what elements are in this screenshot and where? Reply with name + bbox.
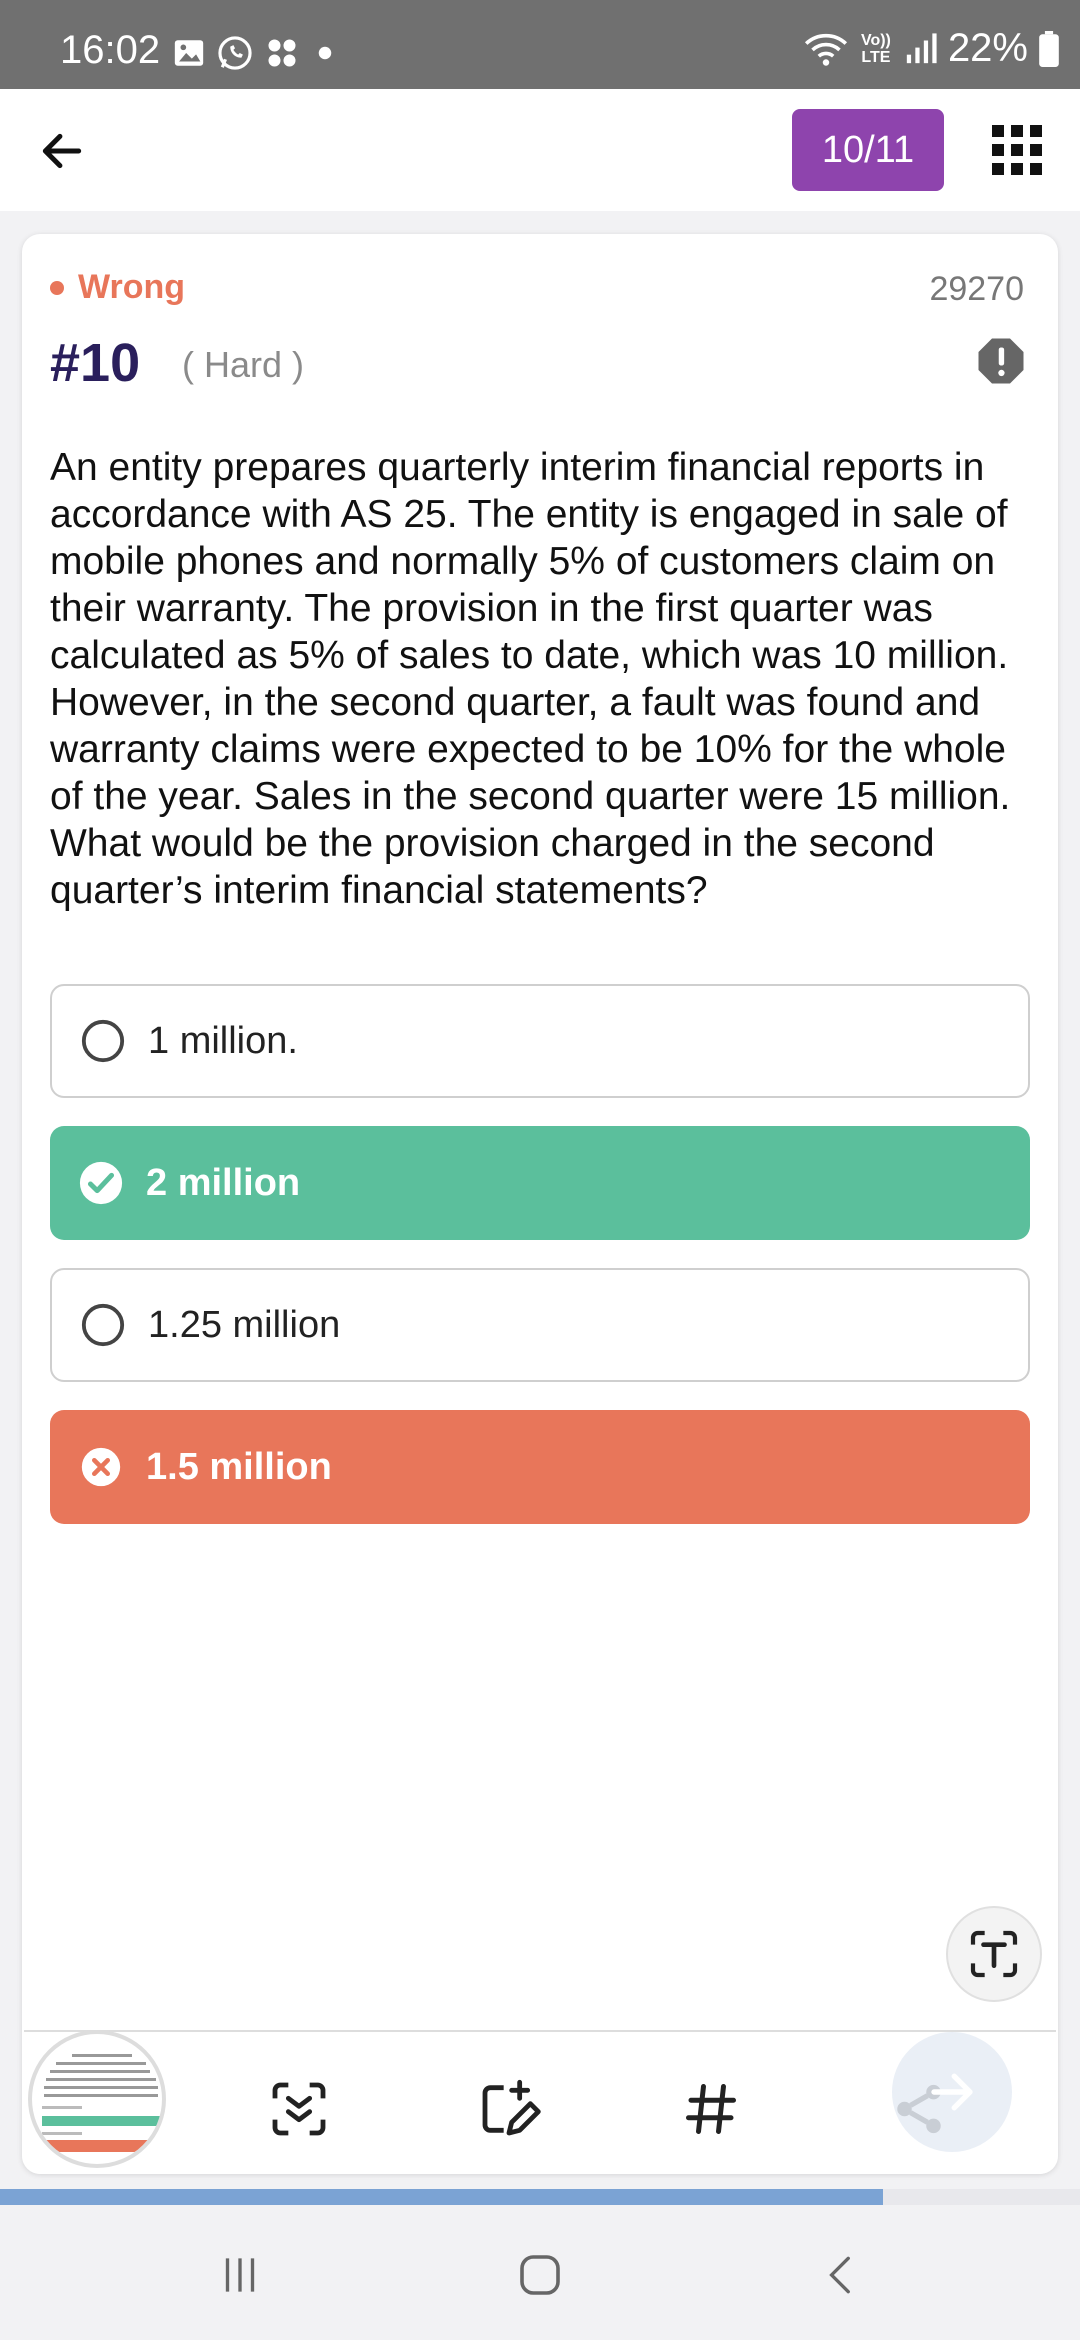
difficulty-label: ( Hard ) (182, 344, 305, 385)
network-label: Vo)) LTE (860, 31, 891, 66)
option-label: 1 million. (148, 1019, 298, 1062)
progress-fill (0, 2189, 883, 2205)
home-button[interactable] (500, 2235, 580, 2315)
back-button[interactable] (30, 119, 94, 183)
notification-icons (172, 34, 340, 72)
system-nav-bar (0, 2205, 1080, 2340)
question-grid-button[interactable] (992, 125, 1042, 175)
result-dot (50, 281, 64, 295)
option-label: 2 million (146, 1161, 301, 1204)
grid-icon (992, 125, 1042, 175)
annotate-button[interactable] (474, 2074, 544, 2144)
arrow-left-icon (37, 126, 87, 176)
wifi-icon (804, 31, 848, 67)
chevrons-down-icon (267, 2077, 331, 2141)
system-icons (804, 26, 1060, 71)
question-number: #10 (50, 333, 141, 393)
question-card (22, 234, 1058, 2174)
option-3[interactable] (50, 1268, 1030, 1382)
chevron-left-icon (817, 2250, 867, 2300)
question-id: 29270 (929, 270, 1024, 308)
option-2[interactable] (50, 1126, 1030, 1240)
status-bar (0, 0, 1080, 89)
battery-percent: 22% (947, 26, 1028, 70)
report-button[interactable] (974, 334, 1028, 388)
top-app-bar (0, 89, 1080, 211)
option-label: 1.5 million (146, 1445, 332, 1488)
radio-empty-icon (80, 1302, 126, 1348)
status-time: 16:02 (60, 28, 161, 72)
signal-icon (904, 32, 938, 66)
whatsapp-icon (216, 34, 254, 72)
option-1[interactable] (50, 984, 1030, 1098)
text-scan-button[interactable] (946, 1906, 1042, 2002)
answer-result (50, 268, 185, 307)
hashtag-icon (681, 2079, 741, 2139)
text-scan-icon (966, 1926, 1022, 1982)
report-icon (974, 334, 1028, 388)
app-icon (264, 35, 300, 71)
question-counter-badge[interactable]: 10/11 (792, 109, 944, 191)
recent-apps-button[interactable] (200, 2235, 280, 2315)
dot-icon (310, 38, 340, 68)
result-label: Wrong (78, 268, 186, 306)
collapse-button[interactable] (264, 2074, 334, 2144)
screenshot-thumbnail[interactable] (28, 2030, 166, 2168)
question-text: An entity prepares quarterly interim financial reports in accordance with AS 25. The entity is engaged in sale of mobile phones and normally 5% of customers claim on their warranty. The provision in the first quarter was calculated as 5% of sales to date, which was 10 million. However, in the second quarter, a fault was found and warranty claims were expected to be 10% for the whole of the year. Sales in the second quarter were 15 million. What would be the provision charged in the second quarter’s interim financial statements? (50, 446, 1011, 912)
battery-icon (1038, 31, 1060, 67)
next-question-button[interactable] (892, 2032, 1012, 2152)
image-icon (172, 36, 206, 70)
recent-apps-icon (215, 2250, 265, 2300)
progress-bar (0, 2189, 1080, 2205)
check-circle-icon (78, 1160, 124, 1206)
option-4[interactable] (50, 1410, 1030, 1524)
options-list (50, 984, 1030, 1552)
radio-empty-icon (80, 1018, 126, 1064)
arrow-right-icon (925, 2065, 979, 2119)
home-icon (513, 2248, 567, 2302)
edit-note-icon (477, 2077, 541, 2141)
hashtag-button[interactable] (676, 2074, 746, 2144)
system-back-button[interactable] (802, 2235, 882, 2315)
cross-circle-icon (78, 1444, 124, 1490)
option-label: 1.25 million (148, 1303, 341, 1346)
